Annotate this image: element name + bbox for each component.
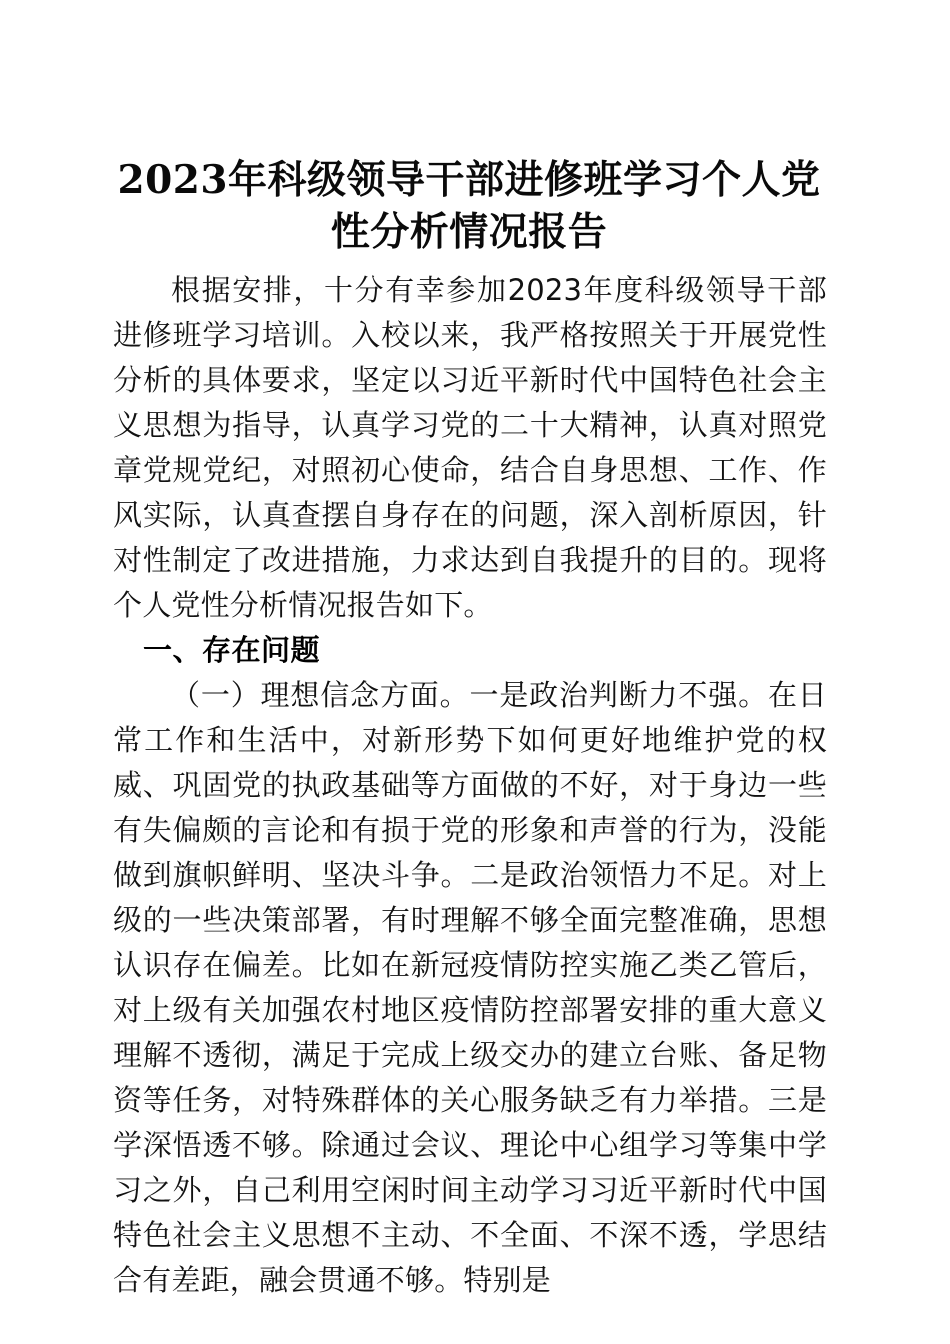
section-heading-existing-problems: 一、存在问题 bbox=[143, 633, 321, 667]
page-title: 2023年科级领导干部进修班学习个人党性分析情况报告 bbox=[117, 157, 821, 256]
document-body bbox=[113, 268, 827, 1303]
paragraph-intro: 根据安排，十分有幸参加2023年度科级领导干部进修班学习培训。入校以来，我严格按照关于开展党性分析的具体要求，坚定以习近平新时代中国特色社会主义思想为指导，认真学习党的二十大精神，认真对照党章党规党纪，对照初心使命，结合自身思想、工作、作风实际，认真查摆自身存在的问题，深入剖析原因，针对性制定了改进措施，力求达到自我提升的目的。现将个人党性分析情况报告如下。 bbox=[113, 273, 827, 622]
paragraph-ideals-and-beliefs: （一）理想信念方面。一是政治判断力不强。在日常工作和生活中，对新形势下如何更好地维护党的权威、巩固党的执政基础等方面做的不好，对于身边一些有失偏颇的言论和有损于党的形象和声誉的行为，没能做到旗帜鲜明、坚决斗争。二是政治领悟力不足。对上级的一些决策部署，有时理解不够全面完整准确，思想认识存在偏差。比如在新冠疫情防控实施乙类乙管后，对上级有关加强农村地区疫情防控部署安排的重大意义理解不透彻，满足于完成上级交办的建立台账、备足物资等任务，对特殊群体的关心服务缺乏有力举措。三是学深悟透不够。除通过会议、理论中心组学习等集中学习之外，自己利用空闲时间主动学习习近平新时代中国特色社会主义思想不主动、不全面、不深不透，学思结合有差距，融会贯通不够。特别是 bbox=[113, 678, 827, 1297]
